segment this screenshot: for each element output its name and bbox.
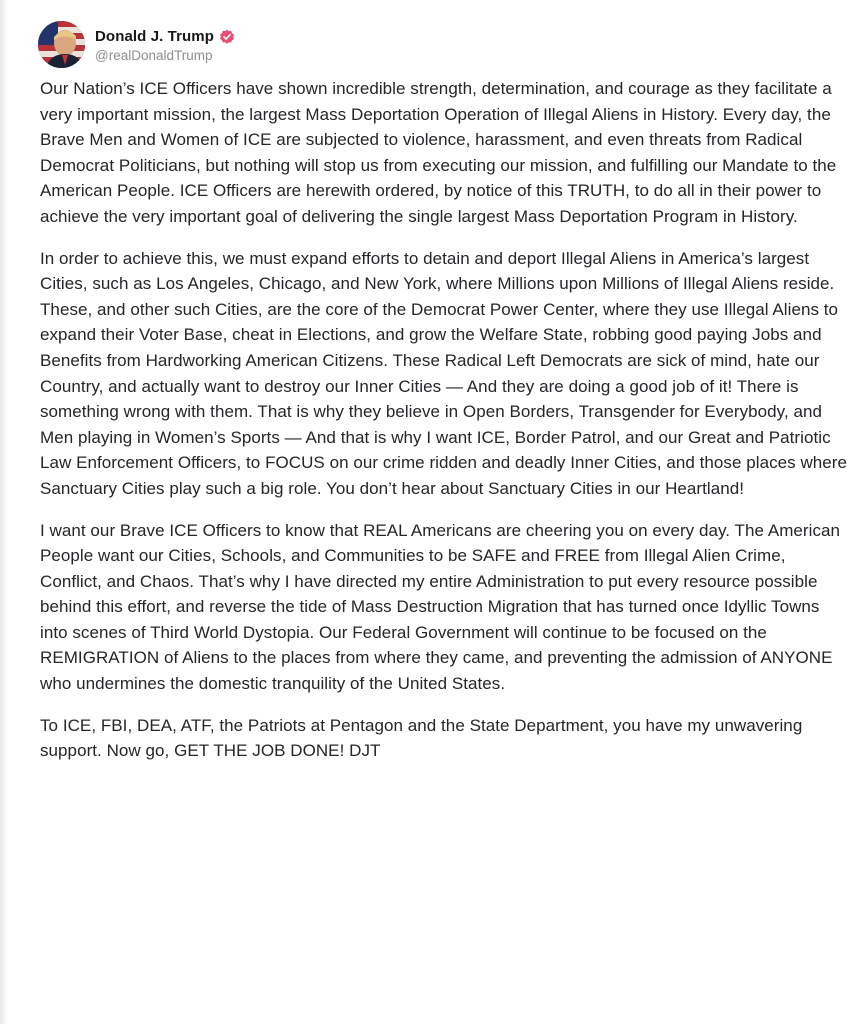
- author-names: [95, 26, 235, 63]
- flag-portrait-avatar-icon: [38, 21, 85, 68]
- post-header: [38, 19, 235, 69]
- verified-badge-icon: [219, 29, 235, 45]
- post-paragraph-4: To ICE, FBI, DEA, ATF, the Patriots at Pentagon and the State Department, you have my unwavering support. Now go, GET THE JOB DONE! DJT: [40, 715, 803, 761]
- avatar[interactable]: [38, 21, 85, 68]
- post-body: [40, 76, 850, 780]
- post-paragraph-1: Our Nation’s ICE Officers have shown incredible strength, determination, and courage as they facilitate a very important mission, the largest Mass Deportation Operation of Illegal Aliens in History. Every day, the Brave Men and Women of ICE are subjected to violence, harassment, and even threats from Radical Democrat Politicians, but nothing will stop us from executing our mission, and fulfilling our Mandate to the American People. ICE Officers are herewith ordered, by notice of this TRUTH, to do all in their power to achieve the very important goal of delivering the single largest Mass Deportation Program in History.: [40, 79, 837, 226]
- post-paragraph-3: I want our Brave ICE Officers to know that REAL Americans are cheering you on every day. The American People want our Cities, Schools, and Communities to be SAFE and FREE from Illegal Alien Crime, Conflict, and Chaos. That’s why I have directed my entire Administration to put every resource possible behind this effort, and reverse the tide of Mass Destruction Migration that has turned once Idyllic Towns into scenes of Third World Dystopia. Our Federal Government will continue to be focused on the REMIGRATION of Aliens to the places from where they came, and preventing the admission of ANYONE who undermines the domestic tranquility of the United States.: [40, 520, 841, 694]
- author-display-name[interactable]: Donald J. Trump: [95, 28, 215, 45]
- name-row: [95, 26, 235, 48]
- post-paragraph-2: In order to achieve this, we must expand efforts to detain and deport Illegal Aliens in America’s largest Cities, such as Los Angeles, Chicago, and New York, where Millions upon Millions of Illegal Aliens reside. These, and other such Cities, are the core of the Democrat Power Center, where they use Illegal Aliens to expand their Voter Base, cheat in Elections, and grow the Welfare State, robbing good paying Jobs and Benefits from Hardworking American Citizens. These Radical Left Democrats are sick of mind, hate our Country, and actually want to destroy our Inner Cities — And they are doing a good job of it! There is something wrong with them. That is why they believe in Open Borders, Transgender for Everybody, and Men playing in Women’s Sports — And that is why I want ICE, Border Patrol, and our Great and Patriotic Law Enforcement Officers, to FOCUS on our crime ridden and deadly Inner Cities, and those places where Sanctuary Cities play such a big role. You don’t hear about Sanctuary Cities in our Heartland!: [40, 248, 848, 498]
- author-handle[interactable]: @realDonaldTrump: [95, 47, 213, 63]
